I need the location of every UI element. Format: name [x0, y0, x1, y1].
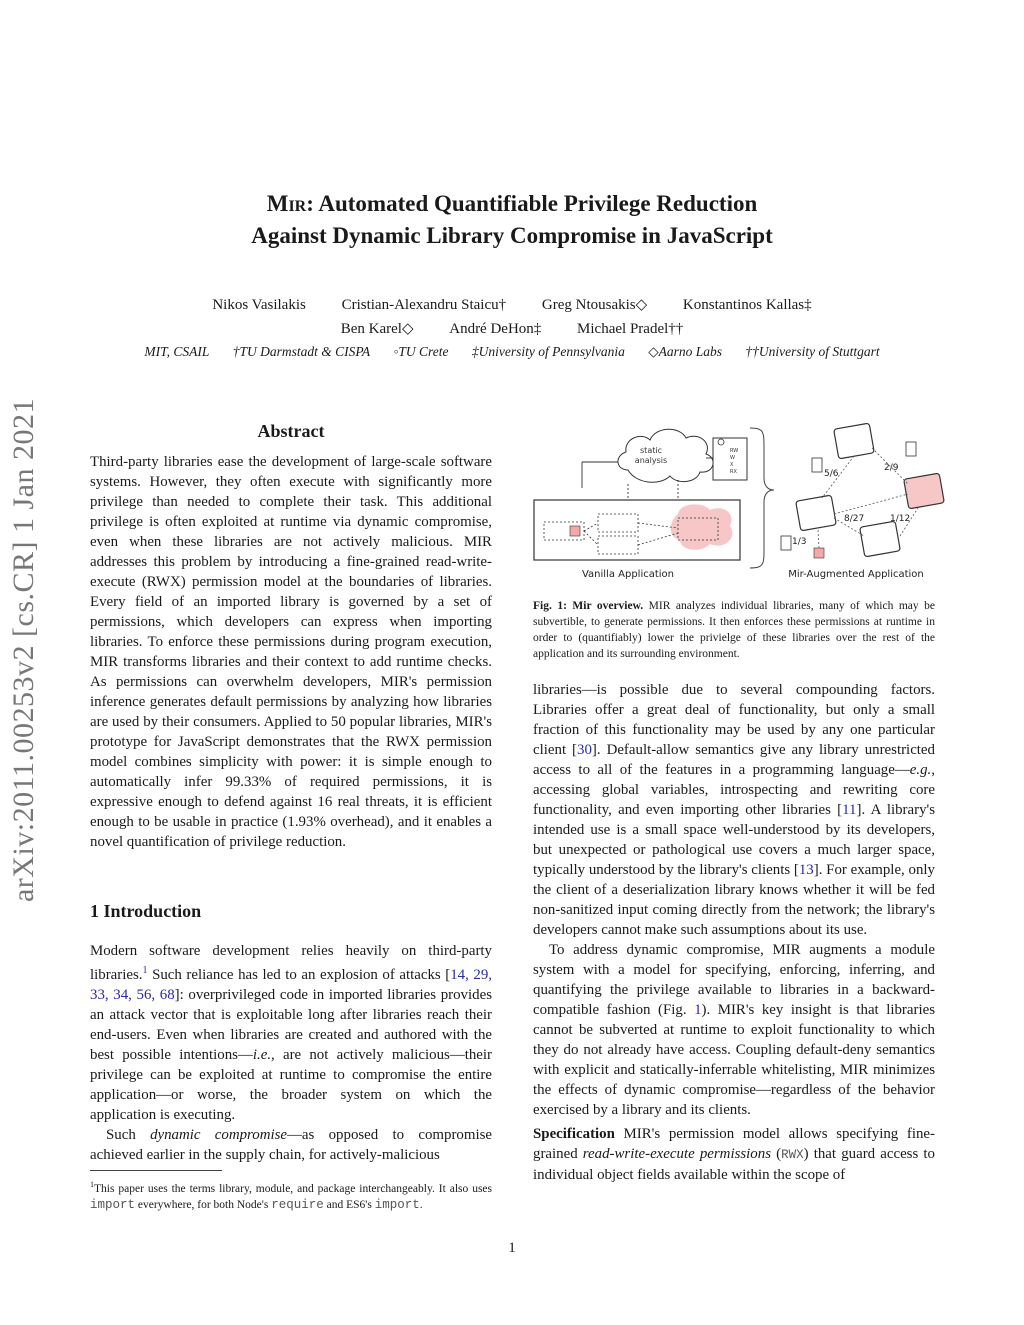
- right-column-body: [533, 680, 935, 1185]
- mir-app-diagram: [781, 423, 944, 580]
- paragraph-libraries: libraries—is possible due to several compounding factors. Libraries offer a great deal of functionality, but only a small fraction of this functionality may be used by any one particular client [30]. Default-allow semantics give any library unrestricted access to all of the features in a programming language—e.g., accessing global variables, introspecting and rewriting core functionality, and even importing other libraries [11]. A library's intended use is a small space well-understood by its developers, but unexpected or pathological use covers a much larger space, typically understood by the library's clients [13]. For example, only the client of a deserialization library knows whether it will be fed non-sanitized input coming directly from the network; the library's developers cannot make such assumptions about its use.: [533, 682, 935, 938]
- cloud-label-2: analysis: [634, 456, 668, 465]
- affiliations: [0, 344, 1024, 360]
- permissions-scroll-icon: [713, 438, 747, 480]
- library-square: [570, 526, 580, 536]
- brace: [750, 428, 774, 568]
- authors-row-2: [0, 319, 1024, 338]
- paragraph-specification: Specification MIR's permission model allows specifying fine-grained read-write-execute permissions (RWX) that guard access to individual object fields available within the scope of: [533, 1126, 935, 1183]
- cloud-label-1: static: [640, 446, 662, 455]
- intro-heading: 1 Introduction: [90, 901, 202, 921]
- mir-caption: Mir-Augmented Application: [788, 569, 924, 580]
- fraction-label: 1/12: [890, 514, 911, 524]
- authors-row-1: [0, 295, 1024, 314]
- fraction-label: 2/9: [884, 463, 899, 473]
- paper-title-line2: Against Dynamic Library Compromise in JavaScript: [251, 223, 773, 248]
- fraction-label: 8/27: [844, 514, 865, 524]
- fraction-label: 5/6: [824, 469, 839, 479]
- affiliation: †TU Darmstadt & CISPA: [232, 344, 371, 359]
- perm-line: RX: [730, 469, 737, 475]
- abstract-heading: Abstract: [257, 421, 325, 441]
- perm-line: W: [730, 455, 735, 461]
- footnote: $^1$This paper uses the terms library, module, and package interchangeably. It also uses import everywhere, for both Node's require and ES6's import.: [90, 1180, 492, 1212]
- intro-paragraph-2: Such dynamic compromise—as opposed to compromise achieved earlier in the supply chain, for actively-malicious: [90, 1126, 492, 1163]
- citation-link[interactable]: 30: [577, 742, 592, 758]
- footnote-ref[interactable]: 1: [142, 965, 148, 976]
- fraction-label: 1/3: [792, 537, 807, 547]
- perm-line: X: [730, 462, 734, 468]
- figure-1: [528, 418, 948, 588]
- arxiv-stamp: arXiv:2011.00253v2 [cs.CR] 1 Jan 2021: [7, 398, 40, 903]
- author: Michael Pradel††: [577, 321, 684, 337]
- figure-caption: Fig. 1: Mir overview. MIR analyzes individual libraries, many of which may be subvertible, to generate permissions. It then enforces these permissions at runtime in order to (quantifiably) lower the privielge of these libraries over the rest of the application and its surrounding environment.: [533, 600, 935, 660]
- perm-line: RW: [730, 448, 739, 454]
- author: Konstantinos Kallas‡: [682, 297, 812, 313]
- citation-link[interactable]: 13: [798, 862, 814, 878]
- page-number: 1: [508, 1240, 516, 1256]
- author: André DeHon‡: [449, 321, 542, 337]
- affiliation: MIT, CSAIL: [144, 344, 210, 359]
- author: Nikos Vasilakis: [212, 297, 306, 313]
- affiliation: ††University of Stuttgart: [745, 344, 880, 359]
- vanilla-app-diagram: [534, 429, 747, 580]
- intro-body: [90, 941, 492, 1165]
- affiliation: ◇Aarno Labs: [648, 344, 722, 359]
- intro-paragraph-1: Modern software development relies heavily on third-party libraries.$^1$ Such reliance has led to an explosion of attacks [14, 29, 33, 34, 56, 68]: overprivileged code in imported libraries provides an attack vector that is exploitable long after libraries reach their end-users. Even when libraries are created and authored with the best possible intentions—i.e., are not actively malicious—their privilege can be exploited at runtime to compromise the entire application—or worse, the broader system on which the application is executing.: [90, 943, 492, 1123]
- citation-link[interactable]: 14, 29, 33, 34, 56, 68: [90, 966, 492, 1003]
- abstract-text: Third-party libraries ease the development of large-scale software systems. However, they often execute with significantly more privilege than needed to complete their task. This additional privilege is often exploited at runtime via dynamic compromise, even when these libraries are not actively malicious. MIR addresses this problem by introducing a fine-grained read-write-execute (RWX) permission model at the boundaries of libraries. Every field of an imported library is governed by a set of permissions, which developers can express when importing libraries. To enforce these permissions during program execution, MIR transforms libraries and their context to add runtime checks. As permissions can overwhelm developers, MIR's permission inference generates default permissions by analyzing how libraries are used by their consumers. Applied to 50 popular libraries, MIR's prototype for JavaScript demonstrates that the RWX permission model combines simplicity with power: it is simple enough to automatically infer 99.33% of required permissions, it is expressive enough to defend against 16 real threats, it is efficient enough to be usable in practice (1.93% overhead), and it enables a novel quantification of privilege reduction.: [90, 454, 492, 850]
- system-name: Mir: [266, 191, 307, 216]
- affiliation: ◦TU Crete: [393, 344, 449, 359]
- author: Cristian-Alexandru Staicu†: [341, 297, 507, 313]
- paper-title-line1: [0, 188, 1024, 220]
- citation-link[interactable]: 11: [842, 802, 857, 818]
- figure-link[interactable]: 1: [694, 1002, 702, 1018]
- static-analysis-cloud: [618, 429, 713, 482]
- specification-heading: Specification: [533, 1126, 615, 1142]
- title-rest: : Automated Quantifiable Privilege Reduction: [306, 191, 758, 216]
- footnote-rule: [90, 1170, 222, 1171]
- author: Ben Karel◇: [340, 321, 414, 337]
- paragraph-mir: To address dynamic compromise, MIR augments a module system with a model for specifying, enforcing, inferring, and quantifying the privilege available to libraries in a backward-compatible fashion (Fig. 1). MIR's key insight is that libraries cannot be subverted at runtime to exploit functionality to which they do not already have access. Coupling default-deny semantics with explicit and statically-inferrable whitelisting, MIR minimizes the effects of dynamic compromise—regardless of the behavior exercised by a library and its clients.: [533, 942, 935, 1118]
- author: Greg Ntousakis◇: [541, 297, 648, 313]
- affiliation: ‡University of Pennsylvania: [471, 344, 625, 359]
- abstract-body: [90, 452, 492, 852]
- vanilla-caption: Vanilla Application: [581, 569, 675, 580]
